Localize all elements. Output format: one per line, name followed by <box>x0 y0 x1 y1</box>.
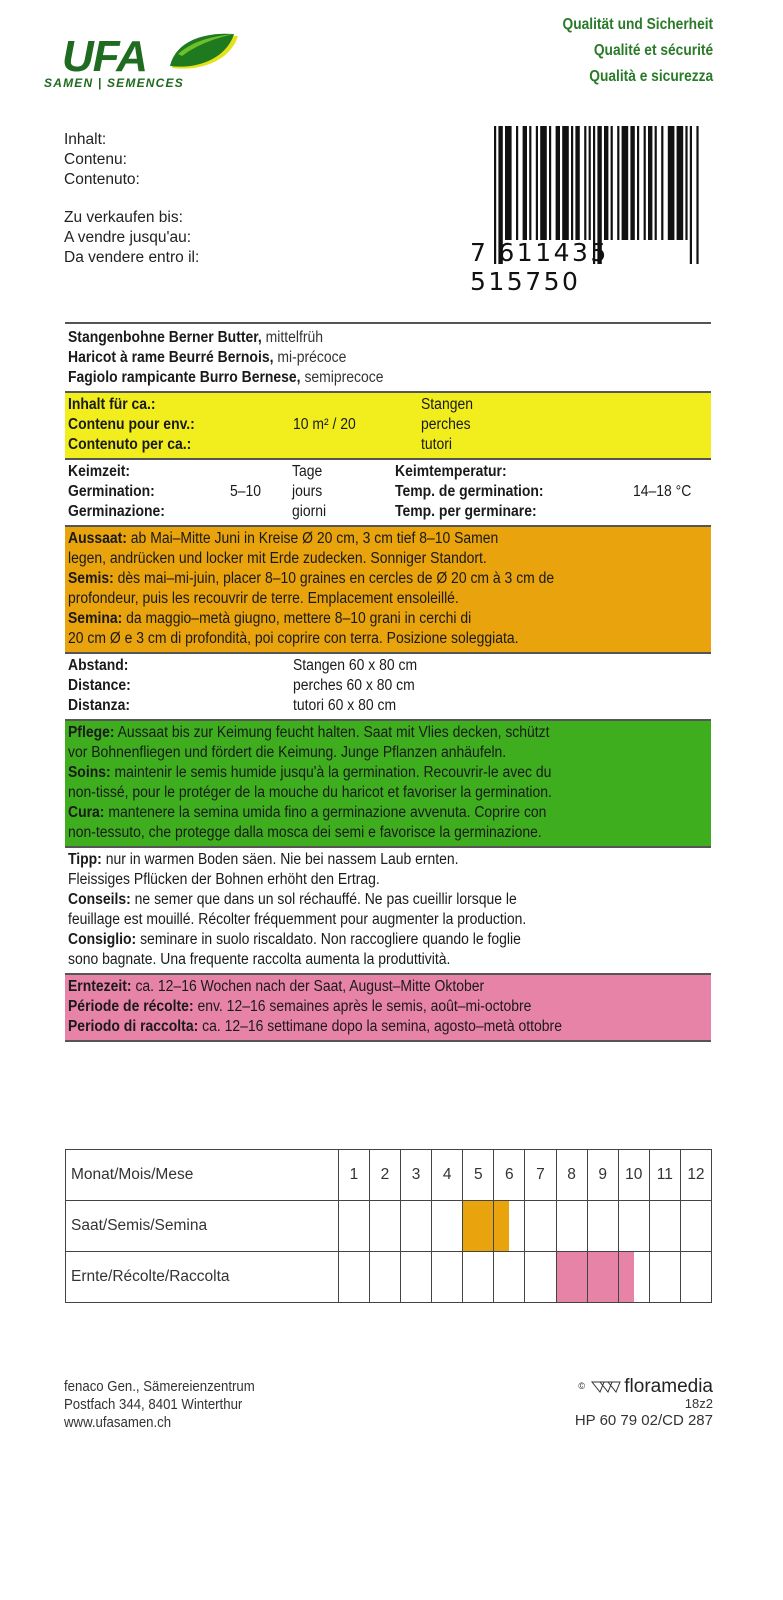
contents-unit-it: tutori <box>421 436 453 453</box>
germination-label-it: Germinazione: <box>68 503 165 520</box>
barcode-bar <box>549 126 551 240</box>
barcode-bar <box>685 126 687 240</box>
product-names <box>65 324 711 393</box>
publisher-name: floramedia <box>624 1376 713 1397</box>
logo-subtext: SAMEN | SEMENCES <box>44 76 184 90</box>
calendar-cell <box>338 1252 369 1303</box>
calendar-cell <box>587 1201 618 1252</box>
barcode-bar <box>630 126 634 240</box>
calendar-cell <box>338 1201 369 1252</box>
product-name-de: Stangenbohne Berner Butter, mittelfrüh <box>68 329 324 346</box>
spacing-label-de: Abstand: <box>68 657 129 674</box>
care-de: Pflege: Aussaat bis zur Keimung feucht halten. Saat mit Vlies decken, schützt <box>68 724 550 741</box>
barcode-bar <box>571 126 573 240</box>
barcode-bar <box>575 126 579 240</box>
germination-section <box>65 460 711 527</box>
contents-label-fr: Contenu pour env.: <box>68 416 195 433</box>
barcode-bar <box>589 126 591 240</box>
info-panel <box>65 322 711 1042</box>
temp-value: 14–18 °C <box>633 483 692 500</box>
harvest-fr: Période de récolte: env. 12–16 semaines après le semis, août–mi-octobre <box>68 998 532 1015</box>
barcode-bar <box>677 126 684 240</box>
version-code: 18z2 <box>684 1396 713 1411</box>
germination-unit-fr: jours <box>292 483 323 500</box>
calendar-cell <box>680 1201 711 1252</box>
calendar-cell <box>525 1252 556 1303</box>
spacing-value-it: tutori 60 x 80 cm <box>293 697 397 714</box>
calendar-month-header: 7 <box>525 1150 556 1201</box>
sowing-de-cont: legen, andrücken und locker mit Erde zudecken. Sonniger Standort. <box>68 550 487 567</box>
company-address <box>64 1378 281 1432</box>
barcode-bar <box>617 126 619 240</box>
logo-text: UFA <box>62 32 147 81</box>
barcode-bar <box>536 126 538 240</box>
calendar-month-header: 9 <box>587 1150 618 1201</box>
sowing-section <box>65 527 711 654</box>
product-name-it: Fagiolo rampicante Burro Bernese, semiprecoce <box>68 369 384 386</box>
barcode-digit-first: 7 <box>470 238 489 267</box>
barcode-bar <box>540 126 547 240</box>
calendar-cell <box>401 1252 432 1303</box>
care-section <box>65 721 711 848</box>
leaf-icon <box>168 32 240 72</box>
barcode-digits <box>470 238 714 296</box>
barcode-digits-left: 611435 <box>498 238 609 267</box>
harvest-section <box>65 975 711 1042</box>
calendar-month-header: 11 <box>649 1150 680 1201</box>
quality-statement <box>538 12 713 90</box>
calendar-cell <box>649 1201 680 1252</box>
quality-de: Qualität und Sicherheit <box>562 16 713 33</box>
barcode-bar <box>529 126 531 240</box>
barcode-bar <box>604 126 608 240</box>
care-it-cont: non-tessuto, che protegge dalla mosca dei semi e favorisce la germinazione. <box>68 824 542 841</box>
planting-calendar <box>65 1149 711 1303</box>
tip-de: Tipp: nur in warmen Boden säen. Nie bei nassem Laub ernten. <box>68 851 459 868</box>
spacing-value-de: Stangen 60 x 80 cm <box>293 657 418 674</box>
sowing-fr-cont: profondeur, puis les recouvrir de terre. Emplacement ensoleillé. <box>68 590 459 607</box>
care-fr-cont: non-tissé, pour le protéger de la mouche du haricot et favoriser la germination. <box>68 784 552 801</box>
tip-fr-cont: feuillage est mouillé. Récolter fréquemment pour augmenter la production. <box>68 911 527 928</box>
spacing-label-fr: Distance: <box>68 677 131 694</box>
content-label-fr: Contenu: <box>64 151 127 168</box>
product-code: HP 60 79 02/CD 287 <box>574 1412 713 1429</box>
barcode-bar <box>637 126 639 240</box>
packet-fields <box>64 130 199 268</box>
calendar-month-header: 10 <box>618 1150 649 1201</box>
barcode-bar <box>505 126 512 240</box>
address-line-1: fenaco Gen., Sämereienzentrum <box>64 1378 255 1395</box>
content-label-it: Contenuto: <box>64 171 140 188</box>
calendar-cell <box>587 1252 618 1303</box>
calendar-cell <box>494 1201 525 1252</box>
contents-label-it: Contenuto per ca.: <box>68 436 192 453</box>
calendar-cell <box>618 1201 649 1252</box>
sowing-de: Aussaat: ab Mai–Mitte Juni in Kreise Ø 20 cm, 3 cm tief 8–10 Samen <box>68 530 499 547</box>
sell-by-label-fr: A vendre jusqu'au: <box>64 229 192 246</box>
product-name-fr: Haricot à rame Beurré Bernois, mi-précoce <box>68 349 347 366</box>
sell-by-label-it: Da vendere entro il: <box>64 249 200 266</box>
barcode-bar <box>516 126 518 240</box>
barcode-bar <box>648 126 652 240</box>
calendar-fill <box>619 1252 634 1302</box>
calendar-month-header: 4 <box>432 1150 463 1201</box>
quality-fr: Qualité et sécurité <box>593 42 713 59</box>
germination-label-fr: Germination: <box>68 483 155 500</box>
copyright-symbol: © <box>578 1381 585 1391</box>
ufa-logo <box>40 28 250 98</box>
barcode-bar <box>584 126 586 240</box>
sowing-fr: Semis: dès mai–mi-juin, placer 8–10 graines en cercles de Ø 20 cm à 3 cm de <box>68 570 555 587</box>
publisher-info <box>575 1378 713 1429</box>
barcode-bar <box>523 126 527 240</box>
calendar-header-row <box>66 1150 712 1201</box>
floramedia-logo <box>575 1378 713 1395</box>
calendar-row-label-harvest: Ernte/Récolte/Raccolta <box>66 1252 339 1303</box>
tips-section <box>65 848 711 975</box>
calendar-cell <box>369 1201 400 1252</box>
contents-value: 10 m² / 20 <box>293 416 356 433</box>
calendar-cell <box>432 1252 463 1303</box>
contents-unit-fr: perches <box>421 416 471 433</box>
calendar-cell <box>463 1252 494 1303</box>
spacing-label-it: Distanza: <box>68 697 131 714</box>
calendar-fill <box>463 1201 493 1251</box>
tip-it-cont: sono bagnate. Una frequente raccolta aumenta la produttività. <box>68 951 451 968</box>
germination-unit-it: giorni <box>292 503 327 520</box>
calendar-cell <box>525 1201 556 1252</box>
floramedia-mark-icon <box>590 1380 624 1394</box>
barcode-bar <box>562 126 569 240</box>
calendar-month-header: 5 <box>463 1150 494 1201</box>
temp-label-fr: Temp. de germination: <box>395 483 544 500</box>
sowing-it-cont: 20 cm Ø e 3 cm di profondità, poi coprire con terra. Posizione soleggiata. <box>68 630 519 647</box>
care-de-cont: vor Bohnenfliegen und fördert die Keimung. Junge Pflanzen anhäufeln. <box>68 744 507 761</box>
barcode-bar <box>556 126 560 240</box>
tip-it: Consiglio: seminare in suolo riscaldato. Non raccogliere quando le foglie <box>68 931 521 948</box>
quality-it: Qualità e sicurezza <box>589 68 713 85</box>
barcode-bar <box>644 126 646 240</box>
germination-value: 5–10 <box>230 483 262 500</box>
germination-unit-de: Tage <box>292 463 323 480</box>
contents-section <box>65 393 711 460</box>
tip-fr: Conseils: ne semer que dans un sol réchauffé. Ne pas cueillir lorsque le <box>68 891 517 908</box>
calendar-row-label-sowing: Saat/Semis/Semina <box>66 1201 339 1252</box>
germination-label-de: Keimzeit: <box>68 463 131 480</box>
contents-label-de: Inhalt für ca.: <box>68 396 156 413</box>
barcode-bar <box>611 126 613 240</box>
calendar-cell <box>369 1252 400 1303</box>
calendar-cell <box>680 1252 711 1303</box>
calendar-month-header: 12 <box>680 1150 711 1201</box>
calendar-cell <box>463 1201 494 1252</box>
calendar-cell <box>618 1252 649 1303</box>
calendar-cell <box>556 1201 587 1252</box>
website-link[interactable]: www.ufasamen.ch <box>64 1414 172 1431</box>
temp-label-it: Temp. per germinare: <box>395 503 537 520</box>
calendar-month-header: 8 <box>556 1150 587 1201</box>
barcode <box>470 126 714 296</box>
sowing-it: Semina: da maggio–metà giugno, mettere 8–10 grani in cerchi di <box>68 610 472 627</box>
harvest-it: Periodo di raccolta: ca. 12–16 settimane dopo la semina, agosto–metà ottobre <box>68 1018 562 1035</box>
calendar-fill <box>557 1252 587 1302</box>
sell-by-label-de: Zu verkaufen bis: <box>64 209 183 226</box>
barcode-bar <box>655 126 657 240</box>
calendar-month-header: 2 <box>369 1150 400 1201</box>
spacing-section <box>65 654 711 721</box>
calendar-cell <box>649 1252 680 1303</box>
spacing-value-fr: perches 60 x 80 cm <box>293 677 415 694</box>
care-it: Cura: mantenere la semina umida fino a germinazione avvenuta. Coprire con <box>68 804 547 821</box>
barcode-bar <box>661 126 663 240</box>
calendar-month-header: 6 <box>494 1150 525 1201</box>
tip-de-cont: Fleissiges Pflücken der Bohnen erhöht den Ertrag. <box>68 871 380 888</box>
calendar-cell <box>556 1252 587 1303</box>
calendar-month-header: 1 <box>338 1150 369 1201</box>
content-label-de: Inhalt: <box>64 131 107 148</box>
care-fr: Soins: maintenir le semis humide jusqu'à la germination. Recouvrir-le avec du <box>68 764 552 781</box>
calendar-month-header: 3 <box>401 1150 432 1201</box>
calendar-row-sowing <box>66 1201 712 1252</box>
calendar-cell <box>401 1201 432 1252</box>
calendar-cell <box>432 1201 463 1252</box>
barcode-bar <box>668 126 675 240</box>
calendar-cell <box>494 1252 525 1303</box>
harvest-de: Erntezeit: ca. 12–16 Wochen nach der Saat, August–Mitte Oktober <box>68 978 485 995</box>
calendar-fill <box>494 1201 509 1251</box>
contents-unit-de: Stangen <box>421 396 473 413</box>
barcode-bar <box>622 126 629 240</box>
address-line-2: Postfach 344, 8401 Winterthur <box>64 1396 243 1413</box>
temp-label-de: Keimtemperatur: <box>395 463 507 480</box>
calendar-fill <box>588 1252 618 1302</box>
calendar-row-harvest <box>66 1252 712 1303</box>
calendar-header-label: Monat/Mois/Mese <box>66 1150 339 1201</box>
barcode-digits-right: 515750 <box>470 267 581 296</box>
